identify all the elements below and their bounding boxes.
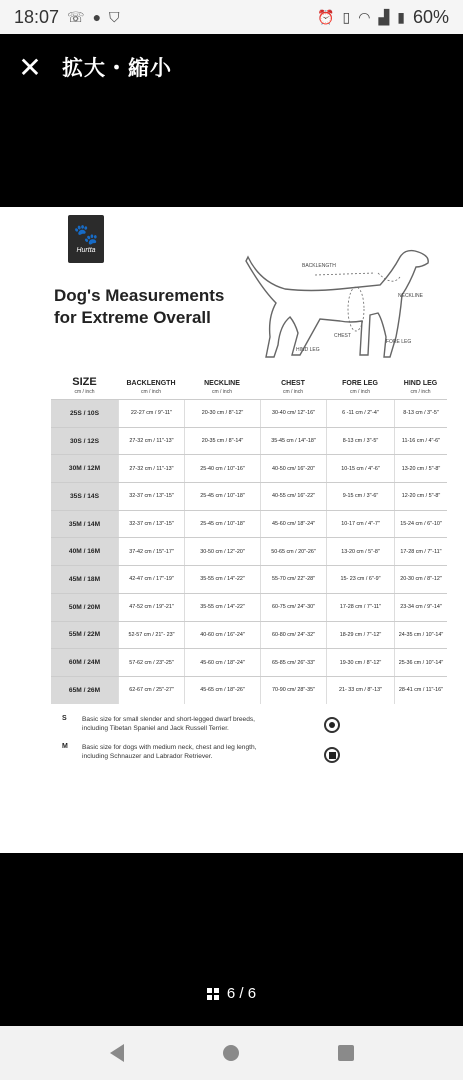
measurement-cell: 27-32 cm / 11"-13" xyxy=(118,455,184,482)
label-fore-leg: FORE LEG xyxy=(386,339,412,345)
image-viewer-toolbar xyxy=(0,34,463,100)
table-row xyxy=(51,454,447,482)
chart-heading xyxy=(54,285,224,329)
measurement-cell: 45-65 cm / 18"-26" xyxy=(184,677,260,704)
size-notes xyxy=(62,715,352,771)
size-cell: 30M / 12M xyxy=(51,455,118,482)
measurement-cell: 10-15 cm / 4"-6" xyxy=(326,455,394,482)
header-chest: CHEST cm / inch xyxy=(281,380,305,395)
recent-apps-icon[interactable] xyxy=(338,1045,354,1061)
size-cell: 40M / 16M xyxy=(51,538,118,565)
measurement-cell: 28-41 cm / 11"-16" xyxy=(394,677,447,704)
measurement-cell: 12-20 cm / 5"-8" xyxy=(394,483,447,510)
measurement-cell: 25-40 cm / 10"-16" xyxy=(184,455,260,482)
header-neckline: NECKLINE cm / inch xyxy=(204,380,240,395)
table-row xyxy=(51,593,447,621)
measurement-cell: 60-80 cm/ 24"-32" xyxy=(260,622,326,649)
small-size-icon xyxy=(324,717,340,733)
toolbar-title: 拡大・縮小 xyxy=(62,57,172,80)
measurement-cell: 52-57 cm / 21"- 23" xyxy=(118,622,184,649)
measurement-cell: 40-55 cm/ 16"-22" xyxy=(260,483,326,510)
measurement-cell: 70-90 cm/ 28"-35" xyxy=(260,677,326,704)
size-cell: 35M / 14M xyxy=(51,511,118,538)
header-fore-leg: FORE LEG cm / inch xyxy=(342,380,378,395)
table-row xyxy=(51,427,447,455)
status-time: 18:07 xyxy=(14,6,60,27)
page-counter-text: 6 / 6 xyxy=(226,985,257,1002)
measurement-cell: 13-20 cm / 5"-8" xyxy=(394,455,447,482)
header-size: SIZE cm / inch xyxy=(72,376,97,395)
measurement-cell: 15-24 cm / 6"-10" xyxy=(394,511,447,538)
measurement-cell: 21- 33 cm / 8"-13" xyxy=(326,677,394,704)
measurement-cell: 17-28 cm / 7"-11" xyxy=(326,594,394,621)
brand-name: Hurtta xyxy=(76,246,96,254)
measurement-cell: 20-30 cm / 8"-12" xyxy=(394,566,447,593)
measurement-cell: 50-65 cm / 20"-26" xyxy=(260,538,326,565)
close-icon: ✕ xyxy=(18,51,42,83)
measurement-cell: 23-34 cm / 9"-14" xyxy=(394,594,447,621)
brand-logo xyxy=(68,215,104,263)
wifi-call-icon: ☏ xyxy=(67,8,85,25)
measurement-cell: 45-60 cm/ 18"-24" xyxy=(260,511,326,538)
measurement-cell: 15- 23 cm / 6"-9" xyxy=(326,566,394,593)
measurement-cell: 60-75 cm/ 24"-30" xyxy=(260,594,326,621)
size-cell: 35S / 14S xyxy=(51,483,118,510)
measurement-cell: 20-35 cm / 8"-14" xyxy=(184,428,260,455)
shield-check-icon: ⛉ xyxy=(109,8,120,25)
measurement-cell: 8-13 cm / 3"-5" xyxy=(394,400,447,427)
measurement-cell: 20-30 cm / 8"-12" xyxy=(184,400,260,427)
measurement-cell: 30-50 cm / 12"-20" xyxy=(184,538,260,565)
measurement-cell: 32-37 cm / 13"-15" xyxy=(118,511,184,538)
measurement-cell: 45-60 cm / 18"-24" xyxy=(184,649,260,676)
system-nav-bar xyxy=(0,1026,463,1080)
table-row xyxy=(51,537,447,565)
measurement-cell: 65-85 cm/ 26"-33" xyxy=(260,649,326,676)
label-hind-leg: HIND LEG xyxy=(296,347,320,353)
chat-icon: ● xyxy=(92,9,102,25)
battery-icon: ▮ xyxy=(397,8,405,25)
measurement-cell: 57-62 cm / 23"-25" xyxy=(118,649,184,676)
size-cell: 60M / 24M xyxy=(51,649,118,676)
measurement-cell: 6 -11 cm / 2"-4" xyxy=(326,400,394,427)
dog-diagram xyxy=(240,237,440,367)
table-row xyxy=(51,648,447,676)
measurement-cell: 22-27 cm / 9"-11" xyxy=(118,400,184,427)
measurement-cell: 30-40 cm/ 12"-16" xyxy=(260,400,326,427)
measurement-cell: 27-32 cm / 11"-13" xyxy=(118,428,184,455)
signal-icon: ▟ xyxy=(378,8,390,25)
label-neckline: NECKLINE xyxy=(398,293,424,299)
measurement-cell: 25-36 cm / 10"-14" xyxy=(394,649,447,676)
measurement-cell: 35-45 cm / 14"-18" xyxy=(260,428,326,455)
grid-icon xyxy=(207,988,219,1000)
size-cell: 50M / 20M xyxy=(51,594,118,621)
measurement-cell: 35-55 cm / 14"-22" xyxy=(184,566,260,593)
note-s: S Basic size for small slender and short-legged dwarf breeds, including Tibetan Spaniel and Jack Russell Terrier. xyxy=(62,715,255,732)
measurement-cell: 40-60 cm / 16"-24" xyxy=(184,622,260,649)
table-header xyxy=(51,373,447,399)
header-backlength: BACKLENGTH cm / inch xyxy=(126,380,176,395)
measurement-cell: 40-50 cm/ 16"-20" xyxy=(260,455,326,482)
paw-icon: 🐾 xyxy=(73,223,99,246)
header-hind-leg: HIND LEG cm / inch xyxy=(403,380,438,395)
measurement-cell: 55-70 cm/ 22"-28" xyxy=(260,566,326,593)
measurement-cell: 17-28 cm / 7"-11" xyxy=(394,538,447,565)
back-icon[interactable] xyxy=(110,1044,124,1062)
status-bar xyxy=(0,0,463,34)
table-row xyxy=(51,482,447,510)
page-counter[interactable] xyxy=(0,985,463,1002)
table-row xyxy=(51,676,447,704)
alarm-icon: ⏰ xyxy=(317,8,335,25)
measurement-cell: 32-37 cm / 13"-15" xyxy=(118,483,184,510)
heading-line-1: Dog's Measurements xyxy=(54,286,225,305)
measurement-cell: 47-52 cm / 19"-21" xyxy=(118,594,184,621)
measurement-cell: 25-45 cm / 10"-18" xyxy=(184,483,260,510)
heading-line-2: for Extreme Overall xyxy=(54,308,211,327)
battery-level: 60% xyxy=(412,6,449,27)
zoomable-image[interactable] xyxy=(0,207,463,853)
measurement-cell: 18-29 cm / 7"-12" xyxy=(326,622,394,649)
measurement-cell: 10-17 cm / 4"-7" xyxy=(326,511,394,538)
size-cell: 25S / 10S xyxy=(51,400,118,427)
measurement-cell: 42-47 cm / 17"-19" xyxy=(118,566,184,593)
measurement-cell: 35-55 cm / 14"-22" xyxy=(184,594,260,621)
size-cell: 55M / 22M xyxy=(51,622,118,649)
label-backlength: BACKLENGTH xyxy=(302,263,336,269)
measurement-cell: 62-67 cm / 25"-27" xyxy=(118,677,184,704)
measurement-cell: 24-35 cm / 10"-14" xyxy=(394,622,447,649)
measurement-cell: 37-42 cm / 15"-17" xyxy=(118,538,184,565)
status-left xyxy=(14,7,120,28)
status-right xyxy=(317,7,449,28)
table-body xyxy=(51,399,447,704)
close-button[interactable] xyxy=(16,53,44,81)
size-cell: 30S / 12S xyxy=(51,428,118,455)
table-row xyxy=(51,399,447,427)
size-table xyxy=(51,373,447,704)
note-m: M Basic size for dogs with medium neck, chest and leg length, including Schnauzer and Labrador Retriever. xyxy=(62,743,257,760)
table-row xyxy=(51,510,447,538)
measurement-cell: 11-16 cm / 4"-6" xyxy=(394,428,447,455)
medium-size-icon xyxy=(324,747,340,763)
measurement-cell: 9-15 cm / 3"-6" xyxy=(326,483,394,510)
table-row xyxy=(51,621,447,649)
table-row xyxy=(51,565,447,593)
measurement-cell: 19-30 cm / 8"-12" xyxy=(326,649,394,676)
measurement-cell: 25-45 cm / 10"-18" xyxy=(184,511,260,538)
size-cell: 65M / 26M xyxy=(51,677,118,704)
wifi-icon: ◠ xyxy=(358,8,371,25)
measurement-cell: 13-20 cm / 5"-8" xyxy=(326,538,394,565)
vibrate-icon: ▯ xyxy=(342,8,351,25)
home-icon[interactable] xyxy=(223,1045,239,1061)
size-cell: 45M / 18M xyxy=(51,566,118,593)
label-chest: CHEST xyxy=(334,333,351,339)
measurement-cell: 8-13 cm / 3"-5" xyxy=(326,428,394,455)
